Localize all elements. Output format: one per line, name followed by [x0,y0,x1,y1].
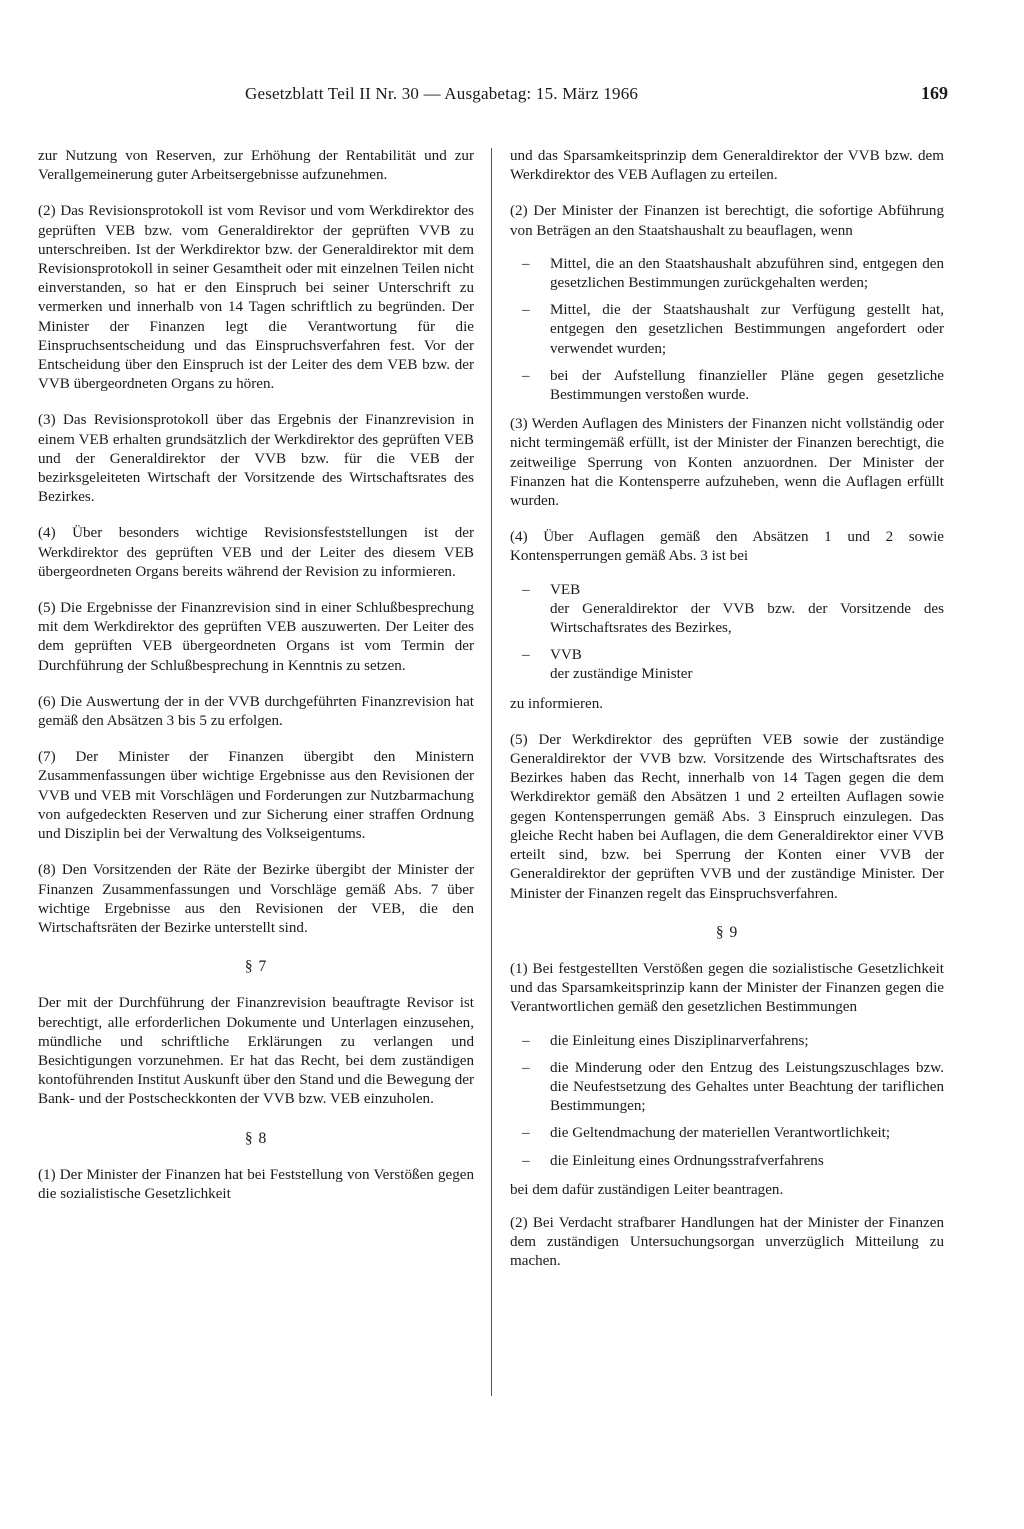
list-item [510,581,944,639]
list-item-label: – VVB [550,647,582,664]
section-7-text: Der mit der Durchführung der Finanzrevision beauftragte Revisor ist berechtigt, alle erforderlichen Dokumente und Unterlagen einzusehen, mündliche und schriftliche Erklärungen zu verlangen und Besichtigungen vorzunehmen. Er hat das Recht, bei dem zuständigen kontoführenden Institut Auskunft über den Stand und die Bewegung der Bank- und der Postscheckkonten der VVB bzw. VEB einzuholen. [38,995,474,1108]
paragraph-6-4: (4) Über besonders wichtige Revisionsfeststellungen ist der Werkdirektor des geprüften VEB und der Leiter des diesem VEB übergeordneten Organs bereits während der Revision zu informieren. [38,525,474,580]
section-heading-7: § 7 [244,958,268,976]
list-8-4 [510,581,944,685]
paragraph-8-1: (1) Der Minister der Finanzen hat bei Feststellung von Verstößen gegen die sozialistische Gesetzlichkeit [38,1166,474,1202]
list-9-1 [510,1032,944,1171]
paragraph-continuation: und das Sparsamkeitsprinzip dem Generaldirektor der VVB bzw. dem Werkdirektor des VEB Auflagen zu erteilen. [510,148,944,184]
list-item: – die Einleitung eines Disziplinarverfahrens; [510,1032,944,1051]
list-item: – die Geltendmachung der materiellen Verantwortlichkeit; [510,1124,944,1143]
list-item-label: – VEB [550,581,581,598]
paragraph-6-2: (2) Das Revisionsprotokoll ist vom Revisor und vom Werkdirektor des geprüften VEB bzw. vom Generaldirektor der geprüften VVB zu unterschreiben. Ist der Werkdirektor bzw. der Generaldirektor mit dem Revisionsprotokoll in seiner Gesamtheit oder mit einzelnen Teilen nicht einverstanden, so hat er den Einspruch bei seiner Unterschrift zu vermerken und innerhalb von 14 Tagen schriftlich zu begründen. Der Minister der Finanzen legt die Verantwortung für die Einspruchsentscheidung und das Einspruchsverfahren fest. Vor der Entscheidung über den Einspruch ist der Leiter des dem VEB bzw. der VVB übergeordneten Organs zu hören. [38,203,474,393]
right-column [510,147,944,1282]
column-divider [491,148,492,1396]
list-8-2 [510,255,944,405]
list-item: – die Minderung oder den Entzug des Leistungszuschlages bzw. die Neufestsetzung des Gehaltes unter Beachtung der tariflichen Bestimmungen; [510,1059,944,1117]
list-item: – Mittel, die an den Staatshaushalt abzuführen sind, entgegen den gesetzlichen Bestimmungen zurückgehalten werden; [510,255,944,293]
list-item-text: der zuständige Minister [550,666,693,683]
left-column [38,147,474,1214]
page-number: 169 [921,83,948,103]
paragraph-6-8: (8) Den Vorsitzenden der Räte der Bezirke übergibt der Minister der Finanzen Zusammenfassungen und Vorschläge gemäß Abs. 7 über wichtige Ergebnisse aus den Revisionen der VEB, die den Wirtschaftsräten der Bezirke unterstellt sind. [38,862,474,936]
section-heading-8: § 8 [244,1129,268,1147]
paragraph-9-1-end: bei dem dafür zuständigen Leiter beantragen. [510,1181,784,1198]
list-item-text: der Generaldirektor der VVB bzw. der Vorsitzende des Wirtschaftsrates des Bezirkes, [550,600,944,637]
list-item [510,646,944,684]
paragraph-6-7: (7) Der Minister der Finanzen übergibt den Ministern Zusammenfassungen über wichtige Ergebnisse aus den Revisionen der VVB und VEB mit Vorschlägen und Forderungen zur Nutzbarmachung von aufgedeckten Reserven und zur Sicherung einer straffen Ordnung und Disziplin bei der Verwaltung des Volkseigentums. [38,749,474,843]
page-header [38,84,948,112]
list-item: – bei der Aufstellung finanzieller Pläne gegen gesetzliche Bestimmungen verstoßen wurde. [510,367,944,405]
paragraph-8-5: (5) Der Werkdirektor des geprüften VEB sowie der zuständige Generaldirektor der VVB bzw. Vorsitzende des Wirtschaftsrates des Bezirkes haben das Recht, innerhalb von 14 Tagen gegen die dem Werkdirektor gemäß den Absätzen 1 und 2 erteilten Auflagen sowie gegen Kontensperrungen gemäß Abs. 3 Einspruch einzulegen. Das gleiche Recht haben bei Auflagen, die dem Generaldirektor einer VVB erteilt sind, bzw. bei Sperrung der Konten einer VVB der Generaldirektor der geprüften VVB und der zuständige Minister. Der Minister der Finanzen regelt das Einspruchsverfahren. [510,731,944,902]
paragraph-8-4: (4) Über Auflagen gemäß den Absätzen 1 und 2 sowie Kontensperrungen gemäß Abs. 3 ist bei [510,529,944,565]
paragraph-6-5: (5) Die Ergebnisse der Finanzrevision sind in einer Schlußbesprechung mit dem Werkdirektor des geprüften VEB auszuwerten. Der Leiter des dem geprüften VEB übergeordneten Organs ist vom Termin der Durchführung der Schlußbesprechung in Kenntnis zu setzen. [38,600,474,674]
list-item: – die Einleitung eines Ordnungsstrafverfahrens [510,1152,944,1171]
paragraph-8-2: (2) Der Minister der Finanzen ist berechtigt, die sofortige Abführung von Beträgen an den Staatshaushalt zu beauflagen, wenn [510,203,944,239]
paragraph-9-1: (1) Bei festgestellten Verstößen gegen die sozialistische Gesetzlichkeit und das Sparsamkeitsprinzip kann der Minister der Finanzen gegen die Verantwortlichen gemäß den gesetzlichen Bestimmungen [510,960,944,1016]
paragraph-continuation: zur Nutzung von Reserven, zur Erhöhung der Rentabilität und zur Verallgemeinerung guter Arbeitsergebnisse aufzunehmen. [38,148,474,184]
paragraph-6-6: (6) Die Auswertung der in der VVB durchgeführten Finanzrevision hat gemäß den Absätzen 3 bis 5 zu erfolgen. [38,693,474,730]
paragraph-8-3: (3) Werden Auflagen des Ministers der Finanzen nicht vollständig oder nicht termingemäß erfüllt, ist der Minister der Finanzen berechtigt, die zeitweilige Sperrung von Konten anzuordnen. Der Minister der Finanzen hat die Kontensperre aufzuheben, wenn die Auflagen erfüllt wurden. [510,416,944,510]
list-item: – Mittel, die der Staatshaushalt zur Verfügung gestellt hat, entgegen den gesetzlichen Bestimmungen angefordert oder verwendet wurden; [510,301,944,359]
paragraph-6-3: (3) Das Revisionsprotokoll über das Ergebnis der Finanzrevision in einem VEB erhalten grundsätzlich der Werkdirektor des geprüften VEB und der Generaldirektor der VVB bzw. für die VEB der bezirksgeleiteten Wirtschaft der Vorsitzende des Wirtschaftsrates des Bezirkes. [38,412,474,506]
running-title: Gesetzblatt Teil II Nr. 30 — Ausgabetag: 15. März 1966 [245,84,639,103]
paragraph-8-4-end: zu informieren. [510,695,604,712]
section-heading-9: § 9 [715,923,739,941]
paragraph-9-2: (2) Bei Verdacht strafbarer Handlungen hat der Minister der Finanzen dem zuständigen Untersuchungsorgan unverzüglich Mitteilung zu machen. [510,1214,944,1270]
